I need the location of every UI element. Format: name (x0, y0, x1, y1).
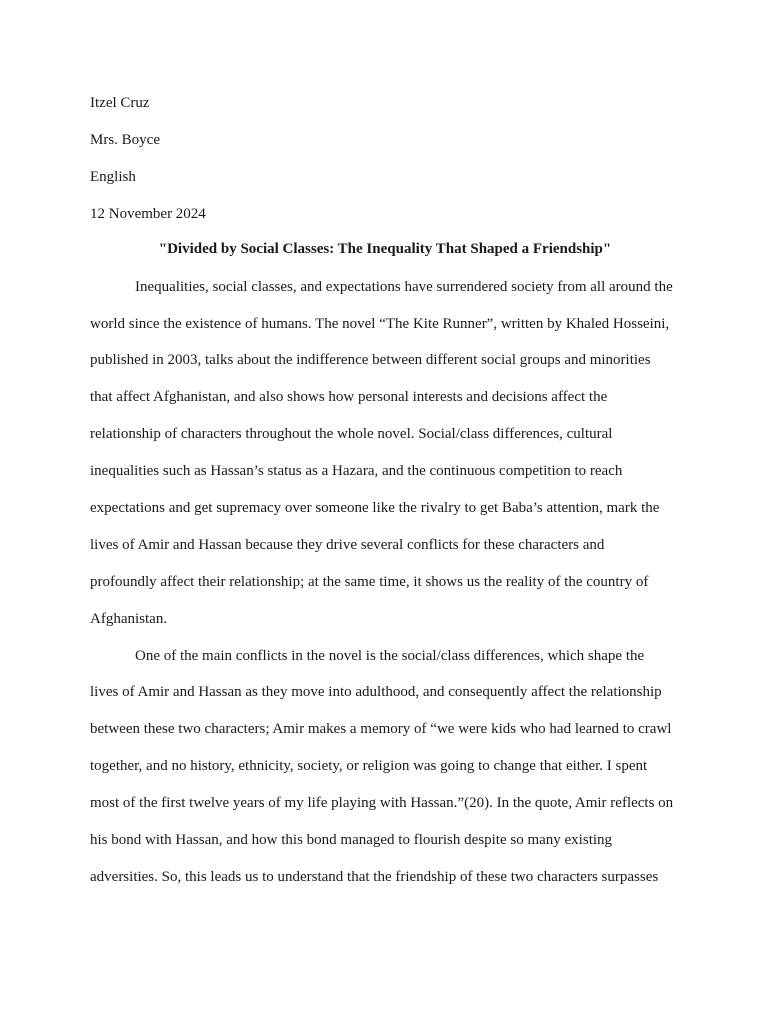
essay-date: 12 November 2024 (90, 206, 206, 222)
paragraph-1-line: lives of Amir and Hassan because they drive several conflicts for these characters and (90, 537, 605, 553)
paragraph-1-line: world since the existence of humans. The novel “The Kite Runner”, written by Khaled Hosseini, (90, 316, 670, 332)
paragraph-1-line: inequalities such as Hassan’s status as a Hazara, and the continuous competition to reach (90, 463, 623, 479)
paragraph-1-line: relationship of characters throughout the whole novel. Social/class differences, cultural (90, 426, 613, 442)
paragraph-2-line: between these two characters; Amir makes a memory of “we were kids who had learned to crawl (90, 721, 672, 737)
course-name: English (90, 169, 136, 185)
paragraph-1-line: profoundly affect their relationship; at the same time, it shows us the reality of the country of (90, 574, 649, 590)
paragraph-2-line: most of the first twelve years of my life playing with Hassan.”(20). In the quote, Amir reflects on (90, 795, 674, 811)
paragraph-1-line: expectations and get supremacy over someone like the rivalry to get Baba’s attention, mark the (90, 500, 660, 516)
paragraph-2-line: One of the main conflicts in the novel is the social/class differences, which shape the (135, 648, 645, 664)
essay-title: "Divided by Social Classes: The Inequality That Shaped a Friendship" (158, 241, 612, 257)
paragraph-1-line: Inequalities, social classes, and expectations have surrendered society from all around the (135, 279, 673, 295)
student-name: Itzel Cruz (90, 95, 150, 111)
paragraph-2-line: together, and no history, ethnicity, society, or religion was going to change that either. I spent (90, 758, 648, 774)
paragraph-2-line: lives of Amir and Hassan as they move into adulthood, and consequently affect the relationship (90, 684, 662, 700)
teacher-name: Mrs. Boyce (90, 132, 160, 148)
paragraph-1-line: published in 2003, talks about the indifference between different social groups and minorities (90, 352, 651, 368)
paragraph-1-line: that affect Afghanistan, and also shows how personal interests and decisions affect the (90, 389, 608, 405)
paragraph-2-line: adversities. So, this leads us to understand that the friendship of these two characters surpasses (90, 869, 659, 885)
paragraph-1-line: Afghanistan. (90, 611, 168, 627)
paragraph-2-line: his bond with Hassan, and how this bond managed to flourish despite so many existing (90, 832, 613, 848)
